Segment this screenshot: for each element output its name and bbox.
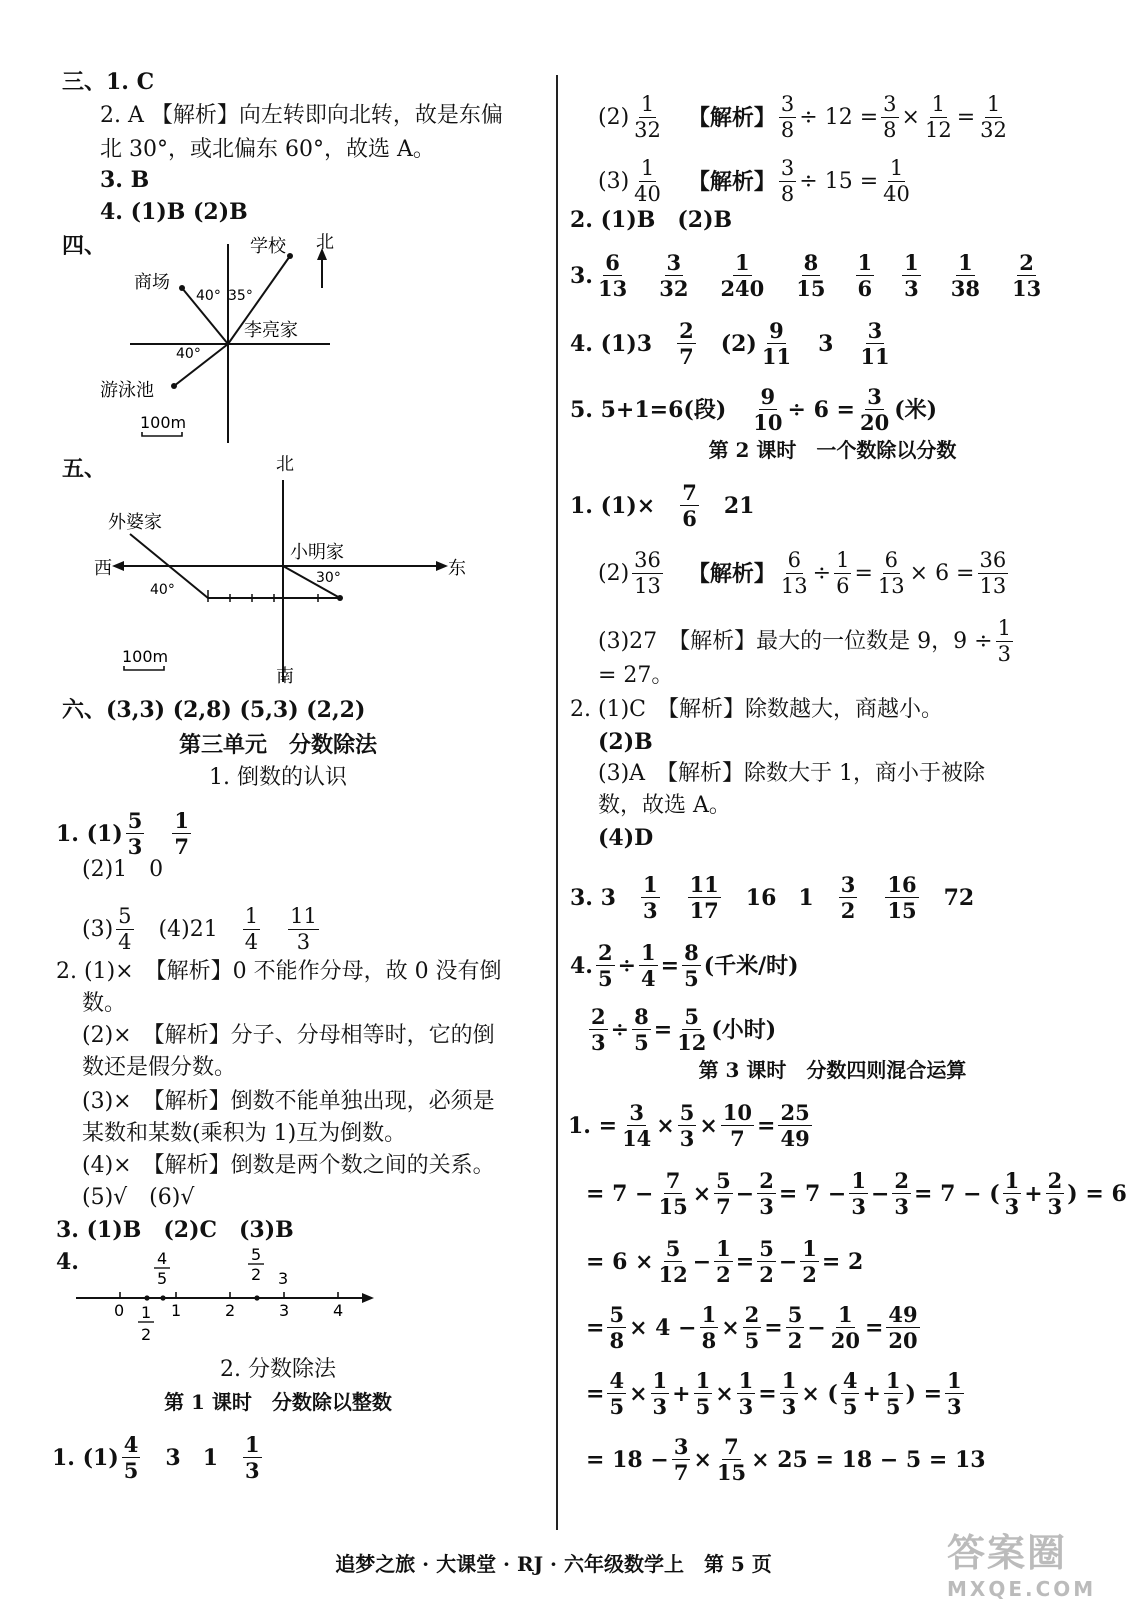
- svg-text:3: 3: [278, 1269, 289, 1288]
- lesson-3-title: 第 3 课时 分数四则混合运算: [698, 1058, 967, 1082]
- angle-40-2: 40°: [150, 582, 175, 598]
- q1-3: (3) $\frac{5}{4}$ (4)21 $\frac{1}{4}$ $\frac{11}{3}$: [82, 904, 317, 954]
- mall-label: 商场: [134, 272, 170, 293]
- s3-q4: 4. (1)B (2)B: [100, 199, 248, 225]
- l2-q2-4: (4)D: [598, 825, 654, 851]
- l3-eq4: = $\frac{5}{8}$ × 4 − $\frac{1}{8}$ × $\frac{2}{5}$ = $\frac{5}{2}$ − $\frac{1}{20}$ = $\frac{49}{20}$: [586, 1302, 918, 1353]
- scale-label-2: 100m: [122, 647, 169, 666]
- s4-title: 四、: [62, 233, 107, 259]
- svg-text:5: 5: [157, 1269, 168, 1288]
- lesson-2-title: 第 2 课时 一个数除以分数: [708, 438, 957, 462]
- east-label: 东: [448, 558, 466, 579]
- l2-q1-2: (2) $\frac{36}{13}$ 【解析】 $\frac{6}{13}$ ÷ $\frac{1}{6}$ = $\frac{6}{13}$ × 6 = $\frac{36}{13}$: [598, 548, 1007, 598]
- l2-q2-2: (2)B: [598, 729, 653, 755]
- angle-40-b: 40°: [176, 346, 201, 362]
- l3-eq2: = 7 − $\frac{7}{15}$ × $\frac{5}{7}$ − $\frac{2}{3}$ = 7 − $\frac{1}{3}$ − $\frac{2}{3}$ = 7 − ( $\frac{1}{3}$ + $\frac{2}{3}$ ) = 6: [586, 1168, 1127, 1219]
- south-label: 南: [276, 666, 294, 687]
- section-title-1: 1. 倒数的认识: [209, 765, 347, 790]
- s5-title: 五、: [62, 456, 107, 482]
- direction-diagram-1: [90, 228, 350, 448]
- l3-eq6: = 18 − $\frac{3}{7}$ × $\frac{7}{15}$ × 25 = 18 − 5 = 13: [586, 1434, 986, 1485]
- lesson-1-title: 第 1 课时 分数除以整数: [164, 1390, 392, 1414]
- r-q4-ans: 4. (1)3 $\frac{2}{7}$ (2) $\frac{9}{11}$ 3 $\frac{3}{11}$: [570, 318, 890, 369]
- r-q3: (3) $\frac{1}{40}$ 【解析】 $\frac{3}{8}$ ÷ 15 = $\frac{1}{40}$: [598, 156, 910, 206]
- r-q5-ans: 5. 5+1=6(段) $\frac{9}{10}$ ÷ 6 = $\frac{3}{20}$ (米): [570, 384, 938, 435]
- svg-text:2: 2: [141, 1325, 152, 1344]
- svg-text:1: 1: [171, 1301, 182, 1320]
- r-q2-ans: 2. (1)B (2)B: [570, 207, 733, 233]
- school-label: 学校: [250, 236, 286, 257]
- l2-q4-line1: 4. $\frac{2}{5}$ ÷ $\frac{1}{4}$ = $\frac{8}{5}$ (千米/时): [570, 940, 799, 991]
- angle-40: 40°: [196, 288, 221, 304]
- q1-2: (2)1 0: [82, 857, 164, 882]
- unit-title: 第三单元 分数除法: [178, 732, 377, 758]
- grandma-label: 外婆家: [108, 512, 162, 533]
- ming-label: 小明家: [290, 542, 344, 563]
- column-divider: [556, 75, 558, 1530]
- west-label: 西: [94, 558, 112, 579]
- l2-q4-line2: $\frac{2}{3}$ ÷ $\frac{8}{5}$ = $\frac{5}{12}$ (小时): [591, 1004, 777, 1055]
- fraction-5-3: $\frac{5}{3}$: [127, 808, 143, 859]
- q2-1: 2. (1)× 【解析】0 不能作分母，故 0 没有倒: [56, 959, 502, 984]
- watermark-logo: 答案圈 MXQE.COM: [947, 1531, 1097, 1601]
- l1-q1: 1. (1) $\frac{4}{5}$ 3 1 $\frac{1}{3}$: [52, 1432, 260, 1483]
- q2-1-cont: 数。: [82, 991, 127, 1016]
- angle-30: 30°: [316, 570, 341, 586]
- q2-4: (4)× 【解析】倒数是两个数之间的关系。: [82, 1153, 495, 1178]
- svg-text:3: 3: [279, 1301, 290, 1320]
- svg-text:2: 2: [251, 1265, 262, 1284]
- s3-q2-cont: 北 30°，或北偏东 60°，故选 A。: [100, 137, 435, 162]
- l3-eq3: = 6 × $\frac{5}{12}$ − $\frac{1}{2}$ = $\frac{5}{2}$ − $\frac{1}{2}$ = 2: [586, 1236, 864, 1287]
- number-line: [70, 1240, 390, 1360]
- s3-q2: 2. A 【解析】向左转即向北转，故是东偏: [100, 103, 503, 128]
- svg-text:5: 5: [251, 1245, 262, 1264]
- home-label: 李亮家: [244, 320, 298, 341]
- l2-q1-1: 1. (1)× $\frac{7}{6}$ 21: [570, 480, 755, 531]
- q2-2-cont: 数还是假分数。: [82, 1055, 237, 1080]
- svg-text:2: 2: [225, 1301, 236, 1320]
- r-q3-ans: 3. $\frac{6}{13}$ $\frac{3}{32}$ $\frac{1}{240}$ $\frac{8}{15}$ $\frac{1}{6}$ $\frac{1}{3}$ $\frac{1}{38}$ $\frac{2}{13}$: [570, 250, 1042, 301]
- direction-diagram-2: [90, 450, 480, 690]
- q2-3-cont: 某数和某数(乘积为 1)互为倒数。: [82, 1121, 407, 1146]
- q2-2: (2)× 【解析】分子、分母相等时，它的倒: [82, 1023, 495, 1048]
- q3: 3. (1)B (2)C (3)B: [56, 1217, 294, 1243]
- svg-text:0: 0: [114, 1301, 125, 1320]
- svg-text:4: 4: [157, 1249, 168, 1268]
- s6-answer: 六、(3,3) (2,8) (5,3) (2,2): [62, 697, 366, 723]
- r-q2: (2) $\frac{1}{32}$ 【解析】 $\frac{3}{8}$ ÷ 12 = $\frac{3}{8}$ × $\frac{1}{12}$ = $\frac{1}{32}$: [598, 92, 1007, 142]
- scale-label: 100m: [140, 413, 187, 432]
- svg-text:4: 4: [333, 1301, 344, 1320]
- l2-q2-3: (3)A 【解析】除数大于 1，商小于被除: [598, 761, 986, 786]
- fraction-1-7: $\frac{1}{7}$: [174, 808, 190, 859]
- north-label-2: 北: [276, 454, 294, 475]
- l2-q1-3: (3)27 【解析】最大的一位数是 9，9 ÷ $\frac{1}{3}$: [598, 616, 1011, 666]
- l2-q1-3-cont: = 27。: [598, 663, 674, 688]
- l2-q3: 3. 3 $\frac{1}{3}$ $\frac{11}{17}$ 16 1 $\frac{3}{2}$ $\frac{16}{15}$ 72: [570, 872, 975, 923]
- svg-text:1: 1: [141, 1303, 152, 1322]
- section-title-2: 2. 分数除法: [220, 1357, 336, 1382]
- q2-3: (3)× 【解析】倒数不能单独出现，必须是: [82, 1089, 495, 1114]
- l2-q2-3-cont: 数，故选 A。: [598, 793, 731, 818]
- q2-5: (5)√ (6)√: [82, 1185, 195, 1210]
- l2-q2-1: 2. (1)C 【解析】除数越大，商越小。: [570, 697, 943, 722]
- q1-1: 1. (1) $\frac{5}{3}$ $\frac{1}{7}$: [56, 808, 190, 859]
- s3-q3: 3. B: [100, 167, 150, 193]
- pool-label: 游泳池: [100, 380, 154, 401]
- north-label: 北: [316, 232, 334, 253]
- angle-35: 35°: [228, 288, 253, 304]
- l3-eq5: = $\frac{4}{5}$ × $\frac{1}{3}$ + $\frac{1}{5}$ × $\frac{1}{3}$ = $\frac{1}{3}$ × ( $\frac{4}{5}$ + $\frac{1}{5}$ ) = $\frac{1}{3}$: [586, 1368, 962, 1419]
- q4: 4.: [56, 1249, 79, 1275]
- s3-q1: 三、1. C: [62, 69, 155, 95]
- l3-eq1: 1. = $\frac{3}{14}$ × $\frac{5}{3}$ × $\frac{10}{7}$ = $\frac{25}{49}$: [568, 1100, 810, 1151]
- page-footer: 追梦之旅 · 大课堂 · RJ · 六年级数学上 第 5 页: [335, 1552, 772, 1576]
